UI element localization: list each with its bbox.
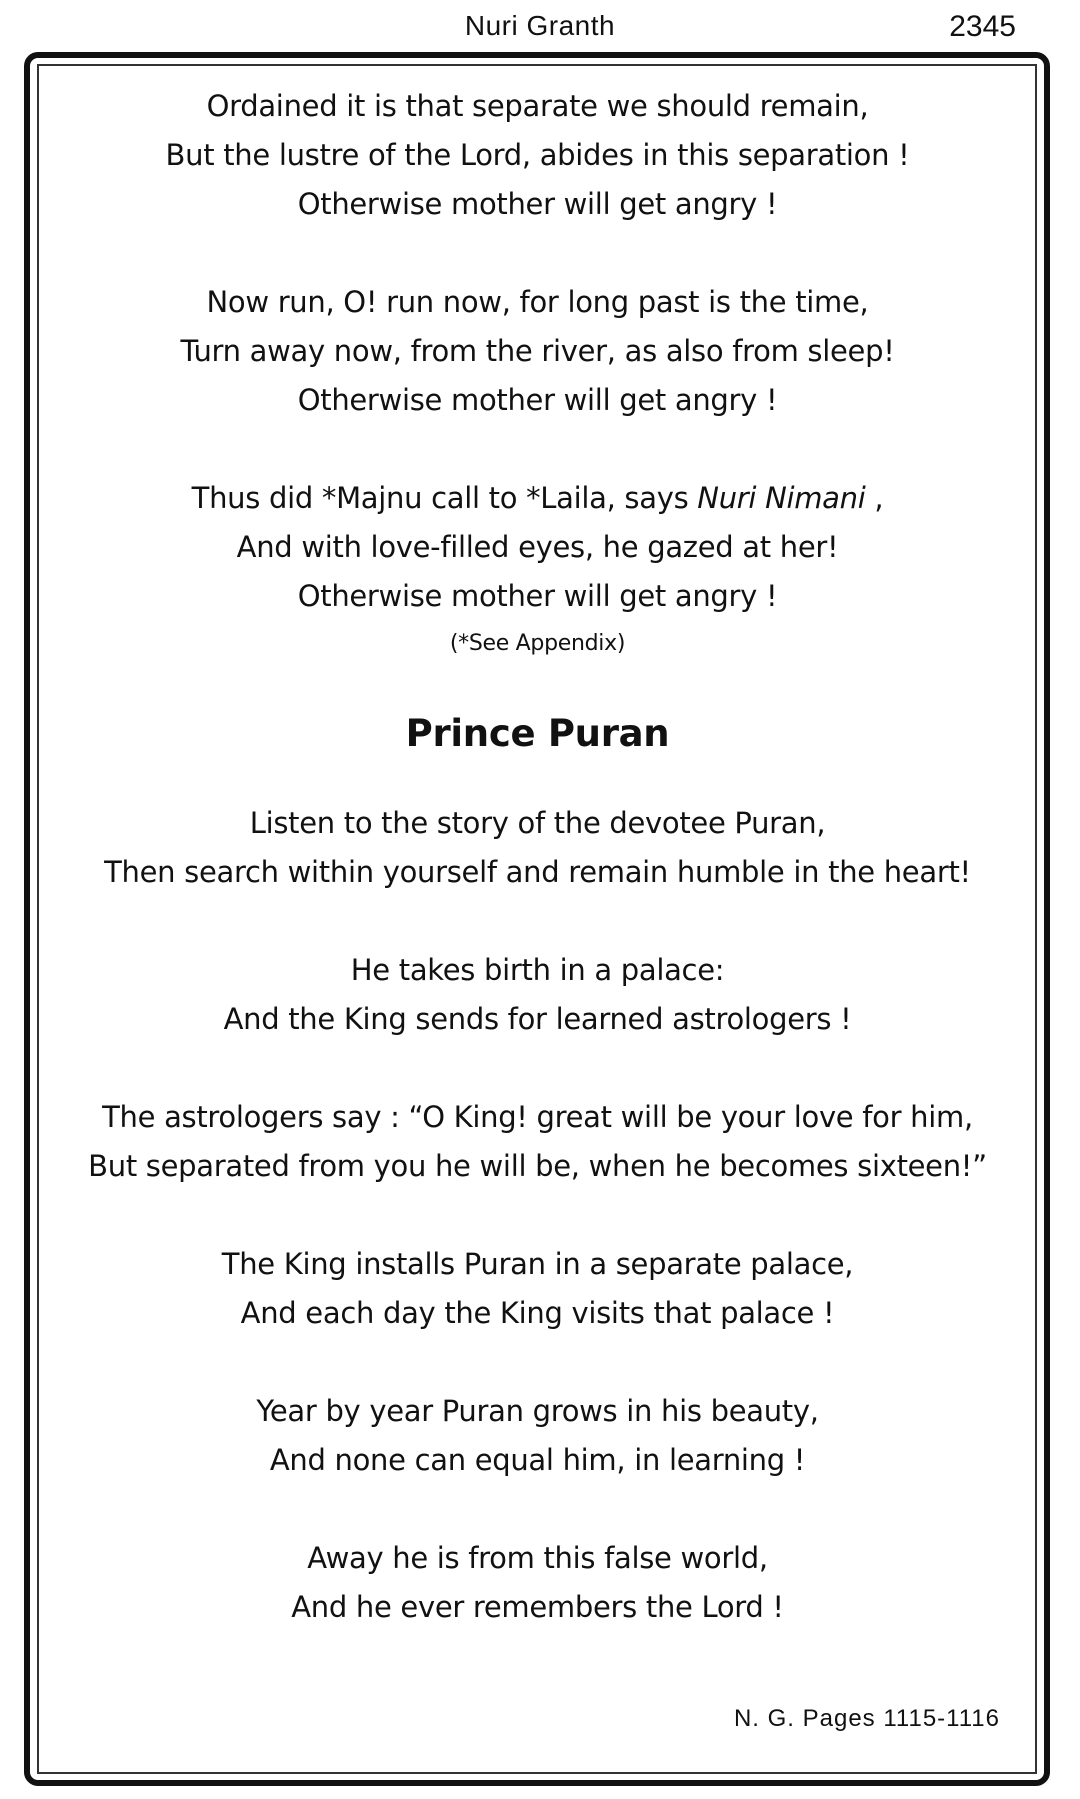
stanza-8: [40, 1387, 1035, 1485]
verse-line: Ordained it is that separate we should remain,: [206, 89, 869, 123]
verse-line: But separated from you he will be, when he becomes sixteen!”: [88, 1149, 987, 1183]
stanza-2: [40, 278, 1035, 425]
appendix-note: (*See Appendix): [449, 631, 626, 656]
stanza-9: [40, 1534, 1035, 1632]
verse-line: And none can equal him, in learning !: [269, 1443, 806, 1477]
stanza-6: [40, 1093, 1035, 1191]
verse-line: He takes birth in a palace:: [350, 953, 725, 987]
verse-line: Turn away now, from the river, as also from sleep!: [180, 334, 895, 368]
stanza-4: [40, 799, 1035, 897]
verse-line: Now run, O! run now, for long past is the time,: [206, 285, 869, 319]
header-title: Nuri Granth: [464, 10, 616, 41]
stanza-7: [40, 1240, 1035, 1338]
verse-line: Away he is from this false world,: [307, 1541, 768, 1575]
verse-line: And with love-filled eyes, he gazed at her!: [236, 530, 839, 564]
stanza-1: [40, 82, 1035, 229]
verse-line: Listen to the story of the devotee Puran,: [249, 806, 826, 840]
verse-line: The astrologers say : “O King! great will be your love for him,: [102, 1100, 973, 1134]
section-title: Prince Puran: [405, 712, 670, 755]
stanza-3: [40, 474, 1035, 661]
verse-line-start: Thus did *Majnu call to *Laila, says: [191, 481, 698, 515]
verse-line-with-author: [40, 474, 1035, 523]
verse-refrain: Otherwise mother will get angry !: [297, 187, 778, 221]
author-name: Nuri Nimani: [697, 481, 866, 515]
page-number: 2345: [949, 10, 1016, 43]
page-reference: N. G. Pages 1115-1116: [733, 1705, 1000, 1732]
verse-line: And he ever remembers the Lord !: [291, 1590, 784, 1624]
verse-line: And each day the King visits that palace !: [240, 1296, 835, 1330]
verse-refrain: Otherwise mother will get angry !: [297, 579, 778, 613]
verse-line-end: ,: [865, 481, 884, 515]
verse-refrain: Otherwise mother will get angry !: [297, 383, 778, 417]
poem-content: [40, 82, 1035, 1632]
verse-line: And the King sends for learned astrologers !: [223, 1002, 852, 1036]
stanza-5: [40, 946, 1035, 1044]
verse-line: But the lustre of the Lord, abides in this separation !: [165, 138, 910, 172]
verse-line: Then search within yourself and remain humble in the heart!: [104, 855, 971, 889]
verse-line: Year by year Puran grows in his beauty,: [256, 1394, 819, 1428]
verse-line: The King installs Puran in a separate palace,: [221, 1247, 854, 1281]
